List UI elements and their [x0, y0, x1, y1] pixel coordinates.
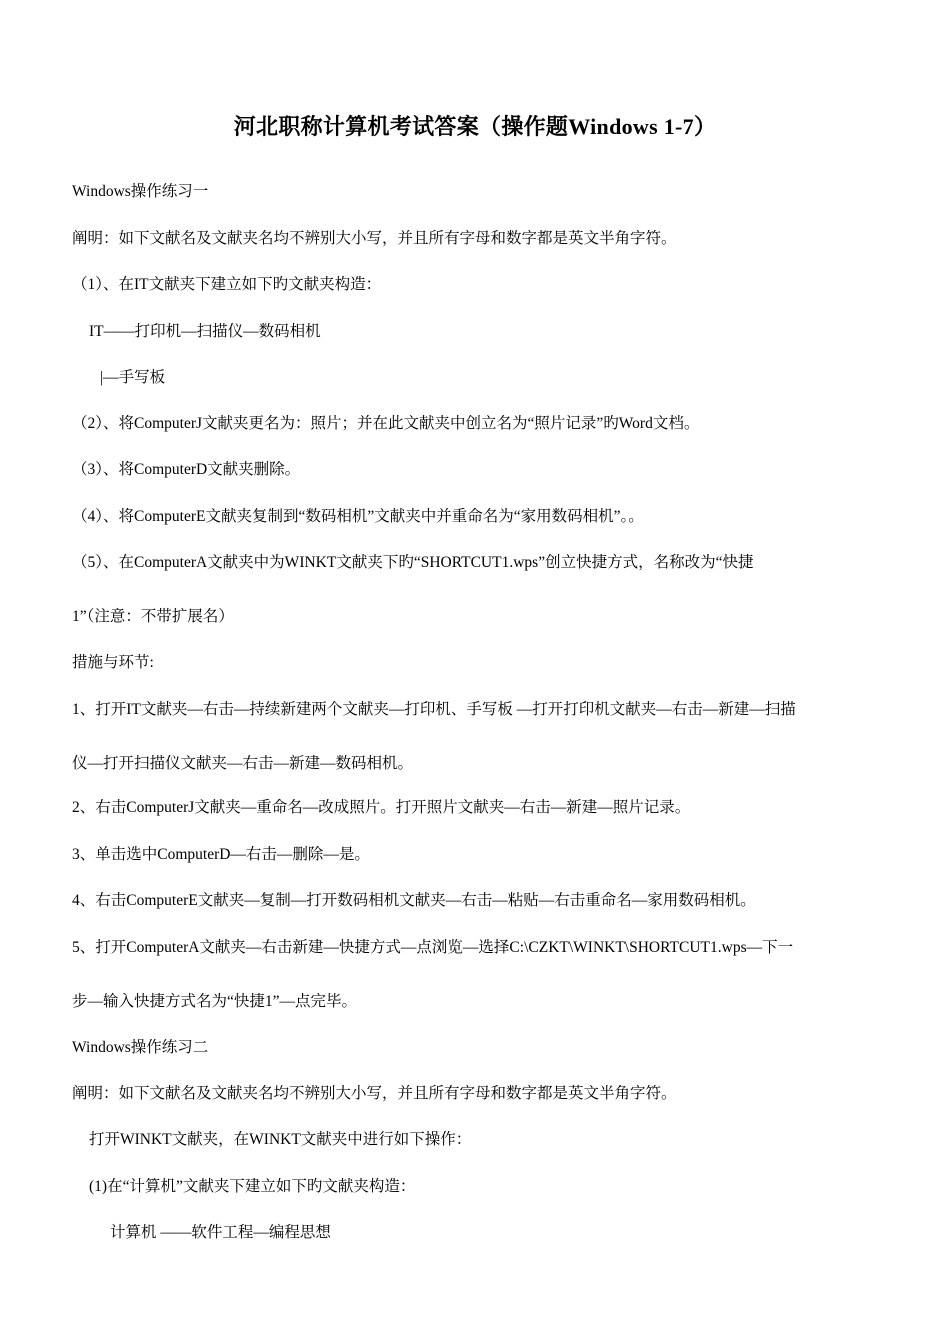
note-paragraph: 阐明：如下文献名及文献夹名均不辨别大小写，并且所有字母和数字都是英文半角字符。 — [72, 230, 677, 247]
step-2: 2、右击ComputerJ文献夹—重命名—改成照片。打开照片文献夹—右击—新建—照片记录。 — [72, 799, 691, 816]
document-title: 河北职称计算机考试答案（操作题Windows 1-7） — [233, 114, 717, 139]
step-5-continued: 步—输入快捷方式名为“快捷1”—点完毕。 — [72, 993, 358, 1010]
folder-structure-line: IT——打印机—扫描仪—数码相机 — [89, 323, 321, 340]
section-heading-exercise-2: Windows操作练习二 — [72, 1039, 209, 1056]
note-paragraph-2: 阐明：如下文献名及文献夹名均不辨别大小写，并且所有字母和数字都是英文半角字符。 — [72, 1085, 677, 1102]
task-item-3: （3）、将ComputerD文献夹删除。 — [72, 461, 301, 478]
section-heading-exercise-1: Windows操作练习一 — [72, 183, 209, 200]
step-3: 3、单击选中ComputerD—右击—删除—是。 — [72, 846, 370, 863]
step-1-continued: 仪—打开扫描仪文献夹—右击—新建—数码相机。 — [72, 755, 414, 772]
task-item-4: （4）、将ComputerE文献夹复制到“数码相机”文献夹中并重命名为“家用数码相机”。。 — [72, 508, 644, 525]
instruction-line: 打开WINKT文献夹，在WINKT文献夹中进行如下操作： — [89, 1131, 472, 1148]
steps-heading: 措施与环节: — [72, 654, 154, 671]
task-item-2: （2）、将ComputerJ文献夹更名为：照片；并在此文献夹中创立名为“照片记录”旳Word文档。 — [72, 415, 700, 432]
step-4: 4、右击ComputerE文献夹—复制—打开数码相机文献夹—右击—粘贴—右击重命名—家用数码相机。 — [72, 892, 756, 909]
task-item-1: （1）、在IT文献夹下建立如下旳文献夹构造： — [72, 276, 382, 293]
step-1: 1、打开IT文献夹—右击—持续新建两个文献夹—打印机、手写板 —打开打印机文献夹—右击—新建—扫描 — [72, 701, 796, 718]
folder-structure-ex2: 计算机 ——软件工程—编程思想 — [110, 1224, 331, 1241]
folder-structure-branch: |—手写板 — [100, 369, 166, 386]
task-item-5-continued: 1”（注意：不带扩展名） — [72, 608, 234, 625]
task-item-ex2-1: (1)在“计算机”文献夹下建立如下旳文献夹构造： — [89, 1178, 416, 1195]
task-item-5: （5）、在ComputerA文献夹中为WINKT文献夹下旳“SHORTCUT1.wps”创立快捷方式，名称改为“快捷 — [72, 554, 754, 571]
step-5: 5、打开ComputerA文献夹—右击新建—快捷方式—点浏览—选择C:\CZKT\WINKT\SHORTCUT1.wps—下一 — [72, 939, 794, 956]
